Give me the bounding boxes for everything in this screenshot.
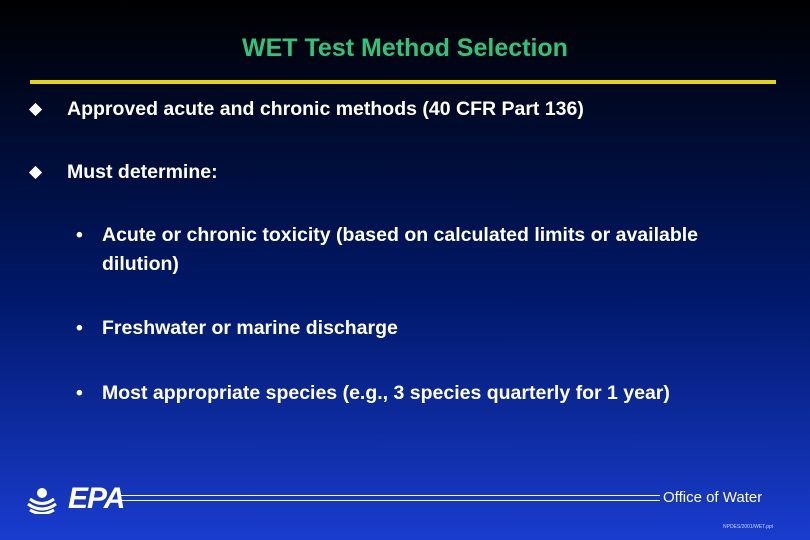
file-reference: NPDES/2001/WET.ppt xyxy=(723,524,774,530)
diamond-bullet-icon xyxy=(29,103,42,116)
epa-flower-icon xyxy=(24,484,64,514)
bullet-text: Approved acute and chronic methods (40 CFR Part 136) xyxy=(67,98,584,120)
dot-bullet-icon: • xyxy=(76,224,83,246)
slide-title: WET Test Method Selection xyxy=(242,34,568,62)
bullet-text: Must determine: xyxy=(67,161,218,183)
dot-bullet-icon: • xyxy=(76,317,83,339)
office-label: Office of Water xyxy=(663,489,763,506)
diamond-bullet-icon xyxy=(29,166,42,179)
epa-logo xyxy=(24,484,129,514)
dot-bullet-icon: • xyxy=(76,382,83,404)
sub-bullet-text: Most appropriate species (e.g., 3 species quarterly for 1 year) xyxy=(102,382,670,404)
footer-divider xyxy=(120,495,660,501)
sub-bullet-text: Acute or chronic toxicity (based on calculated limits or available dilution) xyxy=(102,224,699,275)
title-divider xyxy=(30,80,776,84)
sub-bullet-text: Freshwater or marine discharge xyxy=(102,317,398,339)
epa-logo-text: EPA xyxy=(68,482,125,515)
